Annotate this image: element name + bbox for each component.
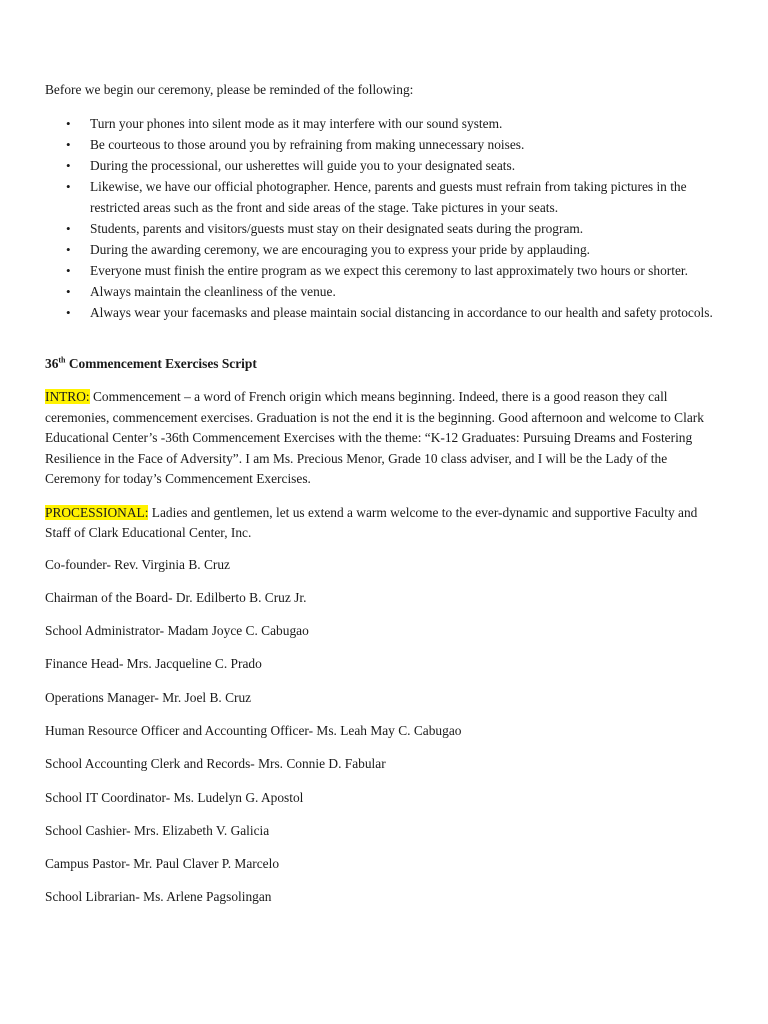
reminder-list	[45, 113, 725, 323]
script-title-number: 36	[45, 356, 59, 371]
reminder-intro: Before we begin our ceremony, please be reminded of the following:	[45, 82, 414, 97]
script-title-text: Commencement Exercises Script	[65, 356, 257, 371]
processional-paragraph	[45, 503, 725, 544]
reminder-item: • Always wear your facemasks and please maintain social distancing in accordance to our health and safety protocols.	[90, 302, 725, 323]
staff-item: School IT Coordinator- Ms. Ludelyn G. Apostol	[45, 789, 304, 805]
staff-item: Operations Manager- Mr. Joel B. Cruz	[45, 689, 252, 705]
processional-label: PROCESSIONAL:	[45, 504, 149, 520]
reminder-item: • Turn your phones into silent mode as it may interfere with our sound system.	[90, 113, 725, 134]
staff-item: School Administrator- Madam Joyce C. Cabugao	[45, 623, 309, 639]
staff-item: School Librarian- Ms. Arlene Pagsolingan	[45, 889, 272, 905]
script-title-suffix: th	[58, 355, 66, 365]
staff-list	[45, 555, 725, 908]
staff-item: Chairman of the Board- Dr. Edilberto B. Cruz Jr.	[45, 589, 307, 605]
staff-item: School Accounting Clerk and Records- Mrs. Connie D. Fabular	[45, 756, 386, 772]
reminder-item: • Likewise, we have our official photographer. Hence, parents and guests must refrain from taking pictures in the restricted areas such as the front and side areas of the stage. Take pictures in your seats.	[90, 176, 725, 218]
document-page	[45, 80, 725, 921]
staff-item: School Cashier- Mrs. Elizabeth V. Galicia	[45, 822, 270, 838]
staff-item: Campus Pastor- Mr. Paul Claver P. Marcelo	[45, 856, 280, 872]
reminder-item: • Everyone must finish the entire program as we expect this ceremony to last approximately two hours or shorter.	[90, 260, 725, 281]
reminder-item: • During the processional, our usherettes will guide you to your designated seats.	[90, 155, 725, 176]
staff-item: Finance Head- Mrs. Jacqueline C. Prado	[45, 656, 262, 672]
intro-label: INTRO:	[45, 389, 90, 404]
staff-item: Human Resource Officer and Accounting Officer- Ms. Leah May C. Cabugao	[45, 722, 462, 738]
reminder-item: • During the awarding ceremony, we are encouraging you to express your pride by applauding.	[90, 239, 725, 260]
intro-paragraph	[45, 387, 725, 490]
script-title	[45, 354, 725, 374]
reminder-item: • Students, parents and visitors/guests must stay on their designated seats during the program.	[90, 218, 725, 239]
reminder-item: • Always maintain the cleanliness of the venue.	[90, 281, 725, 302]
staff-item: Co-founder- Rev. Virginia B. Cruz	[45, 556, 231, 572]
reminder-item: • Be courteous to those around you by refraining from making unnecessary noises.	[90, 134, 725, 155]
intro-text: Commencement – a word of French origin which means beginning. Indeed, there is a good reason they call ceremonies, commencement exercises. Graduation is not the end it is the beginning. Good afternoon and welcome to Clark Educational Center’s -36th Commencement Exercises with the theme: “K-12 Graduates: Pursuing Dreams and Fostering Resilience in the Face of Adversity”. I am Ms. Precious Menor, Grade 10 class adviser, and I will be the Lady of the Ceremony for today’s Commencement Exercises.	[45, 389, 704, 486]
processional-text: Ladies and gentlemen, let us extend a warm welcome to the ever-dynamic and supportive Faculty and Staff of Clark Educational Center, Inc.	[45, 504, 698, 540]
